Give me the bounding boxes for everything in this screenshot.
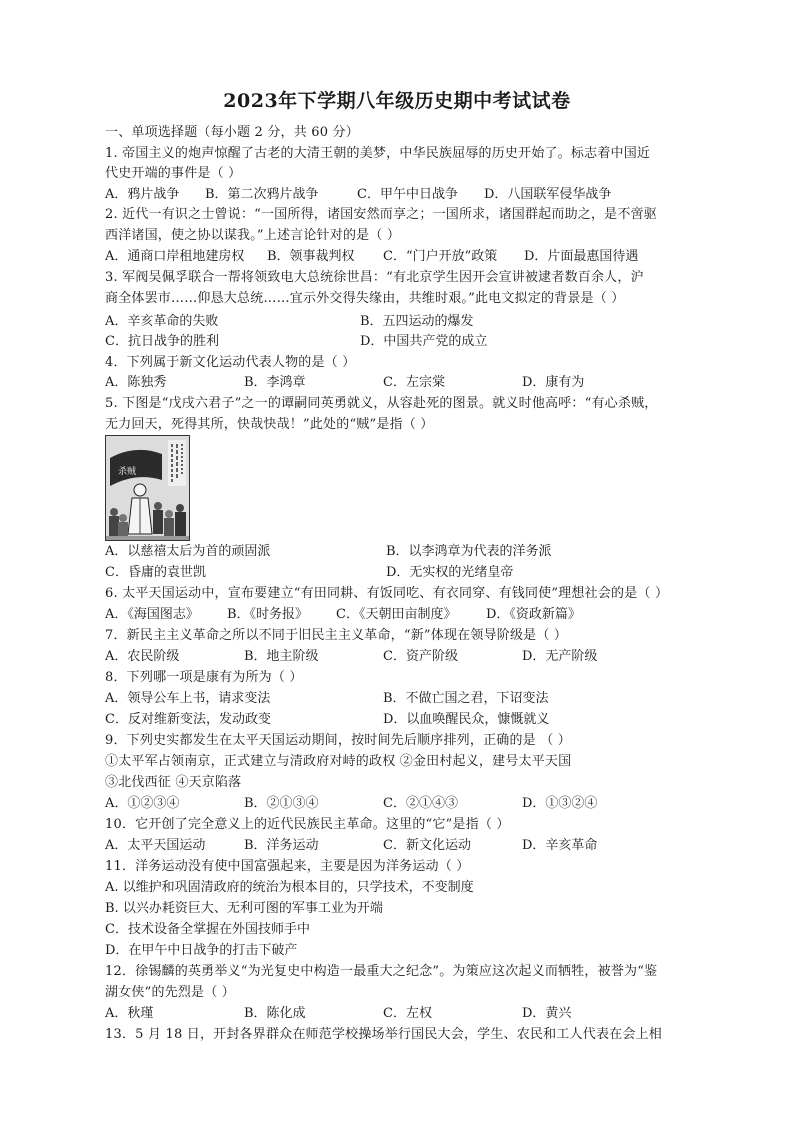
q1-stem-line2: 代史开端的事件是（ ） bbox=[105, 166, 242, 181]
q9-stem-line2: ①太平军占领南京，正式建立与清政府对峙的政权 ②金田村起义，建号太平天国 bbox=[105, 754, 572, 769]
q12-option-b: B．陈化成 bbox=[244, 1006, 306, 1021]
q9-option-b: B．②①③④ bbox=[244, 796, 319, 811]
q8-option-d: D．以血唤醒民众，慷慨就义 bbox=[383, 712, 550, 727]
q4-stem: 4．下列属于新文化运动代表人物的是（ ） bbox=[105, 355, 356, 370]
q6-stem: 6. 太平天国运动中，宣布要建立“有田同耕、有饭同吃、有衣同穿、有钱同使”理想社会的是（ ） bbox=[105, 586, 669, 601]
q4-option-c: C．左宗棠 bbox=[383, 375, 445, 390]
q8-option-c: C．反对维新变法，发动政变 bbox=[105, 712, 271, 727]
q11-option-a: A. 以维护和巩固清政府的统治为根本目的，只学技术，不变制度 bbox=[105, 880, 474, 895]
q12-option-c: C．左权 bbox=[383, 1006, 432, 1021]
q2-stem-line2: 西洋诸国，使之协以谋我。”上述言论针对的是（ ） bbox=[105, 228, 401, 243]
q10-option-b: B．洋务运动 bbox=[244, 838, 319, 853]
q4-option-b: B．李鸿章 bbox=[244, 375, 306, 390]
q7-option-b: B．地主阶级 bbox=[244, 649, 319, 664]
q10-option-c: C．新文化运动 bbox=[383, 838, 471, 853]
q1-option-d: D．八国联军侵华战争 bbox=[484, 187, 612, 202]
q2-option-b: B．领事裁判权 bbox=[267, 249, 355, 264]
q11-option-c: C．技术设备全掌握在外国技师手中 bbox=[105, 922, 310, 937]
q9-option-a: A．①②③④ bbox=[105, 796, 180, 811]
q7-option-d: D．无产阶级 bbox=[522, 649, 598, 664]
q5-stem-line2: 无力回天，死得其所，快哉快哉！”此处的“贼”是指（ ） bbox=[105, 417, 434, 432]
q12-option-a: A．秋瑾 bbox=[105, 1006, 154, 1021]
q12-stem-line2: 湖女侠”的先烈是（ ） bbox=[105, 985, 235, 1000]
q6-option-c: C．《天朝田亩制度》 bbox=[336, 607, 457, 622]
q3-option-b: B．五四运动的爆发 bbox=[360, 314, 474, 329]
q5-stem-line1: 5. 下图是“戊戌六君子”之一的谭嗣同英勇就义，从容赴死的图景。就义时他高呼：“有心杀贼， bbox=[105, 396, 658, 411]
execution-scene-image bbox=[106, 436, 189, 540]
q12-stem-line1: 12．徐锡麟的英勇举义“为光复史中构造一最重大之纪念”。为策应这次起义而牺牲，被誉为“鉴 bbox=[105, 964, 658, 979]
q4-option-d: D．康有为 bbox=[522, 375, 585, 390]
q9-option-d: D．①③②④ bbox=[522, 796, 598, 811]
q6-option-a: A．《海国图志》 bbox=[105, 607, 199, 622]
q8-option-a: A．领导公车上书，请求变法 bbox=[105, 691, 271, 706]
q6-option-b: B．《时务报》 bbox=[227, 607, 309, 622]
q3-stem-line1: 3. 军阀吴佩孚联合一帮将领致电大总统徐世昌：“有北京学生因开会宣讲被逮者数百余人，沪 bbox=[105, 270, 644, 285]
q1-option-c: C．甲午中日战争 bbox=[357, 187, 458, 202]
q13-stem-line1: 13．5 月 18 日，开封各界群众在师范学校操场举行国民大会，学生、农民和工人代表在会上相 bbox=[105, 1027, 662, 1042]
q7-stem: 7．新民主主义革命之所以不同于旧民主主义革命，“新”体现在领导阶级是（ ） bbox=[105, 628, 568, 643]
q5-option-c: C．昏庸的袁世凯 bbox=[105, 565, 206, 580]
q8-option-b: B．不做亡国之君，下诏变法 bbox=[383, 691, 549, 706]
q2-option-c: C．“门户开放”政策 bbox=[383, 249, 498, 264]
exam-title: 2023年下学期八年级历史期中考试试卷 bbox=[223, 90, 571, 112]
q2-stem-line1: 2. 近代一有识之士曾说：“一国所得，诸国安然而享之；一国所求，诸国群起而助之，是不啻驱 bbox=[105, 207, 657, 222]
q2-option-a: A．通商口岸租地建房权 bbox=[105, 249, 245, 264]
q9-option-c: C．②①④③ bbox=[383, 796, 458, 811]
q11-option-b: B. 以兴办耗资巨大、无利可图的军事工业为开端 bbox=[105, 901, 383, 916]
q11-option-d: D．在甲午中日战争的打击下破产 bbox=[105, 943, 298, 958]
execution-illustration bbox=[105, 435, 190, 541]
q5-option-a: A．以慈禧太后为首的顽固派 bbox=[105, 544, 271, 559]
q9-stem-line1: 9．下列史实都发生在太平天国运动期间，按时间先后顺序排列，正确的是 （ ） bbox=[105, 733, 571, 748]
q7-option-c: C．资产阶级 bbox=[383, 649, 458, 664]
q4-option-a: A．陈独秀 bbox=[105, 375, 167, 390]
q3-option-c: C．抗日战争的胜利 bbox=[105, 334, 219, 349]
q10-stem: 10．它开创了完全意义上的近代民族民主革命。这里的“它”是指（ ） bbox=[105, 817, 510, 832]
q6-option-d: D．《资政新篇》 bbox=[486, 607, 581, 622]
q10-option-d: D．辛亥革命 bbox=[522, 838, 598, 853]
q10-option-a: A．太平天国运动 bbox=[105, 838, 206, 853]
q3-option-d: D．中国共产党的成立 bbox=[360, 334, 488, 349]
q5-option-d: D．无实权的光绪皇帝 bbox=[386, 565, 514, 580]
q5-option-b: B．以李鸿章为代表的洋务派 bbox=[386, 544, 552, 559]
q7-option-a: A．农民阶级 bbox=[105, 649, 180, 664]
q3-option-a: A．辛亥革命的失败 bbox=[105, 314, 219, 329]
svg-text:杀贼: 杀贼 bbox=[118, 467, 137, 477]
q12-option-d: D．黄兴 bbox=[522, 1006, 572, 1021]
q9-stem-line3: ③北伐西征 ④天京陷落 bbox=[105, 775, 242, 790]
q2-option-d: D．片面最惠国待遇 bbox=[524, 249, 639, 264]
q3-stem-line2: 商全体罢市……仰恳大总统……宜示外交得失缘由，共维时艰。”此电文拟定的背景是（ ） bbox=[105, 291, 625, 306]
q1-option-b: B．第二次鸦片战争 bbox=[205, 187, 319, 202]
q11-stem: 11．洋务运动没有使中国富强起来，主要是因为洋务运动（ ） bbox=[105, 859, 470, 874]
section-heading: 一、单项选择题（每小题 2 分，共 60 分） bbox=[105, 125, 359, 140]
q8-stem: 8．下列哪一项是康有为所为（ ） bbox=[105, 670, 303, 685]
q1-stem-line1: 1. 帝国主义的炮声惊醒了古老的大清王朝的美梦，中华民族屈辱的历史开始了。标志着中国近 bbox=[105, 146, 651, 161]
q1-option-a: A．鸦片战争 bbox=[105, 187, 180, 202]
